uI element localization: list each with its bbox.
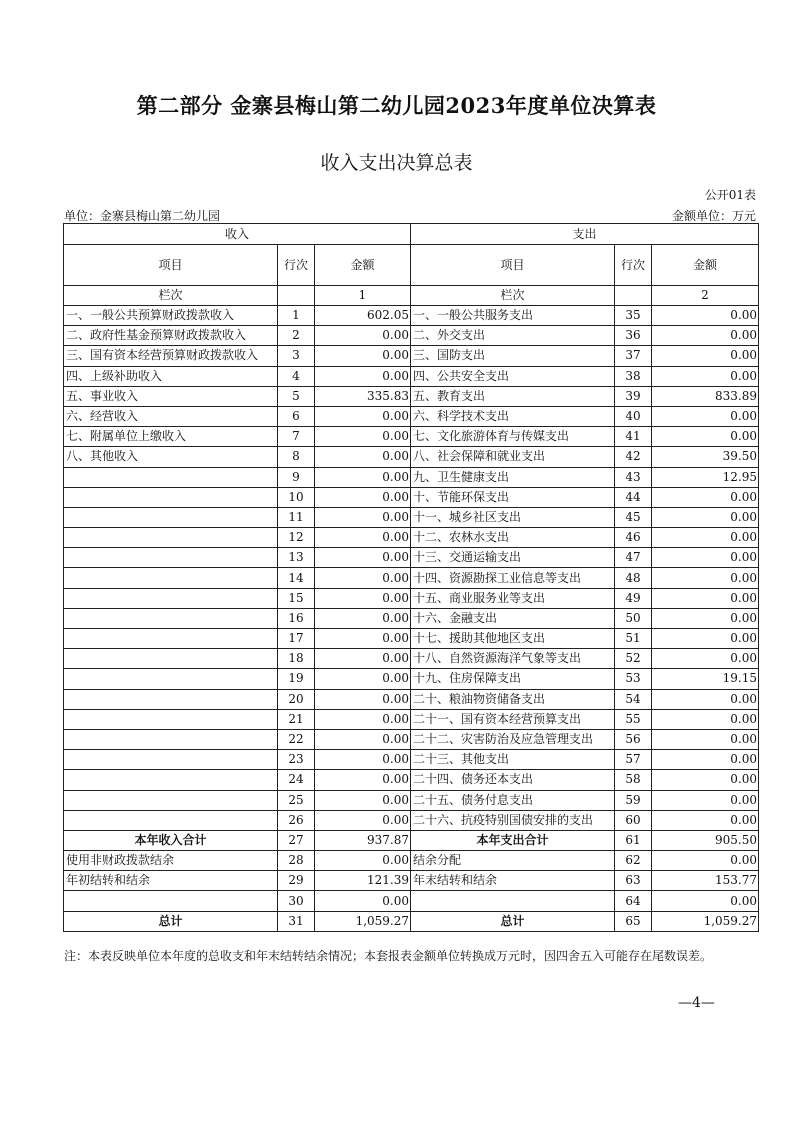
table-row [64,306,759,326]
income-rowno-cell: 7 [278,427,315,447]
expense-rowno-cell: 40 [615,406,652,426]
income-item-cell: 六、经营收入 [64,406,278,426]
expense-amount-cell: 0.00 [652,750,759,770]
income-item-cell [64,891,278,911]
income-rowno-cell: 3 [278,346,315,366]
expense-item-cell: 十九、住房保障支出 [411,669,615,689]
income-rowno-cell: 18 [278,649,315,669]
expense-item-cell: 总计 [411,911,615,931]
expense-rowno-cell: 57 [615,750,652,770]
income-item-cell: 三、国有资本经营预算财政拨款收入 [64,346,278,366]
income-item-cell [64,528,278,548]
expense-item-cell: 二十一、国有资本经营预算支出 [411,709,615,729]
income-rowno-cell: 27 [278,830,315,850]
expense-rowno-cell: 62 [615,851,652,871]
income-rowno-cell: 28 [278,851,315,871]
income-item-cell: 年初结转和结余 [64,871,278,891]
expense-rowno-header: 行次 [615,245,652,286]
income-amount-cell: 937.87 [315,830,411,850]
expense-amount-cell: 0.00 [652,729,759,749]
income-amount-cell: 0.00 [315,689,411,709]
income-item-cell [64,548,278,568]
expense-item-cell: 十六、金融支出 [411,608,615,628]
expense-item-cell: 十七、援助其他地区支出 [411,629,615,649]
income-rowno-cell: 14 [278,568,315,588]
expense-rowno-cell: 47 [615,548,652,568]
expense-amount-cell: 39.50 [652,447,759,467]
income-amount-cell: 0.00 [315,629,411,649]
income-item-cell: 本年收入合计 [64,830,278,850]
income-item-cell [64,588,278,608]
expense-amount-cell: 0.00 [652,608,759,628]
page-number: —4— [678,995,715,1011]
expense-item-cell: 二十五、债务付息支出 [411,790,615,810]
income-rowno-cell: 29 [278,871,315,891]
table-row [64,891,759,911]
income-amount-cell: 0.00 [315,770,411,790]
income-rowno-cell: 13 [278,548,315,568]
table-row [64,851,759,871]
income-rowno-cell: 16 [278,608,315,628]
expense-item-cell: 四、公共安全支出 [411,366,615,386]
expense-amount-cell: 0.00 [652,326,759,346]
expense-rowno-cell: 46 [615,528,652,548]
footnote: 注：本表反映单位本年度的总收支和年末结转结余情况；本套报表金额单位转换成万元时，因四舍五入可能存在尾数误差。 [64,949,713,963]
income-rowno-cell: 8 [278,447,315,467]
income-rowno-cell: 6 [278,406,315,426]
income-item-cell [64,689,278,709]
income-amount-cell: 0.00 [315,467,411,487]
income-rowno-cell: 25 [278,790,315,810]
income-amount-cell: 0.00 [315,406,411,426]
income-item-cell [64,487,278,507]
table-row [64,326,759,346]
expense-rowno-cell: 45 [615,507,652,527]
expense-amount-cell: 0.00 [652,306,759,326]
income-item-header: 项目 [64,245,278,286]
expense-amount-cell: 0.00 [652,689,759,709]
expense-amount-cell: 0.00 [652,406,759,426]
income-rowno-cell: 26 [278,810,315,830]
reporting-unit: 单位：金寨县梅山第二幼儿园 [64,209,221,223]
table-row [64,770,759,790]
expense-item-cell: 六、科学技术支出 [411,406,615,426]
expense-amount-cell: 19.15 [652,669,759,689]
income-amount-cell: 0.00 [315,709,411,729]
expense-item-cell: 十、节能环保支出 [411,487,615,507]
income-item-cell [64,467,278,487]
expense-item-cell: 八、社会保障和就业支出 [411,447,615,467]
expense-amount-cell: 12.95 [652,467,759,487]
income-amount-cell: 0.00 [315,810,411,830]
expense-rowno-cell: 36 [615,326,652,346]
table-row [64,830,759,850]
expense-rowno-cell: 56 [615,729,652,749]
expense-amount-cell: 1,059.27 [652,911,759,931]
expense-rowno-cell: 53 [615,669,652,689]
expense-rowno-cell: 39 [615,386,652,406]
expense-rowno-cell: 55 [615,709,652,729]
expense-rowno-cell: 44 [615,487,652,507]
expense-item-cell: 年末结转和结余 [411,871,615,891]
money-unit: 金额单位：万元 [671,209,756,223]
income-item-cell [64,709,278,729]
income-item-cell: 八、其他收入 [64,447,278,467]
expense-item-cell: 九、卫生健康支出 [411,467,615,487]
income-item-cell: 四、上级补助收入 [64,366,278,386]
expense-rowno-cell: 52 [615,649,652,669]
expense-amount-cell: 0.00 [652,790,759,810]
expense-item-cell: 十八、自然资源海洋气象等支出 [411,649,615,669]
expense-amount-cell: 0.00 [652,629,759,649]
table-row [64,346,759,366]
income-amount-cell: 0.00 [315,851,411,871]
expense-amount-cell: 0.00 [652,548,759,568]
income-col-number: 1 [315,286,411,306]
expense-item-cell: 十一、城乡社区支出 [411,507,615,527]
income-rowno-cell: 17 [278,629,315,649]
income-item-cell [64,649,278,669]
income-item-cell: 总计 [64,911,278,931]
income-amount-cell: 0.00 [315,608,411,628]
expense-rowno-cell: 58 [615,770,652,790]
table-row [64,447,759,467]
income-amount-cell: 0.00 [315,346,411,366]
table-row [64,608,759,628]
table-row [64,487,759,507]
income-item-cell [64,629,278,649]
table-row [64,629,759,649]
expense-amount-cell: 0.00 [652,810,759,830]
expense-rowno-cell: 38 [615,366,652,386]
expense-item-cell: 二十二、灾害防治及应急管理支出 [411,729,615,749]
table-row [64,911,759,931]
expense-amount-header: 金额 [652,245,759,286]
expense-rowno-cell: 61 [615,830,652,850]
table-row [64,568,759,588]
expense-rowno-cell: 42 [615,447,652,467]
income-item-cell [64,729,278,749]
income-item-cell [64,669,278,689]
expense-item-cell: 十三、交通运输支出 [411,548,615,568]
expense-rowno-cell: 49 [615,588,652,608]
expense-rowno-cell: 64 [615,891,652,911]
table-row [64,467,759,487]
income-amount-cell: 0.00 [315,750,411,770]
expense-rowno-cell: 48 [615,568,652,588]
expense-amount-cell: 905.50 [652,830,759,850]
table-row [64,386,759,406]
income-amount-cell: 0.00 [315,447,411,467]
expense-rowno-cell: 54 [615,689,652,709]
expense-amount-cell: 0.00 [652,427,759,447]
expense-amount-cell: 0.00 [652,366,759,386]
table-row [64,810,759,830]
table-row [64,507,759,527]
expense-amount-cell: 0.00 [652,487,759,507]
expense-item-cell: 十五、商业服务业等支出 [411,588,615,608]
expense-item-cell: 十二、农林水支出 [411,528,615,548]
expense-amount-cell: 0.00 [652,770,759,790]
income-amount-cell: 0.00 [315,326,411,346]
table-row [64,528,759,548]
table-row [64,588,759,608]
expense-amount-cell: 833.89 [652,386,759,406]
expense-amount-cell: 153.77 [652,871,759,891]
income-amount-cell: 0.00 [315,528,411,548]
table-row [64,689,759,709]
expense-rowno-cell: 37 [615,346,652,366]
income-rowno-cell: 1 [278,306,315,326]
expense-col-blank [615,286,652,306]
table-row [64,548,759,568]
income-item-cell [64,790,278,810]
income-amount-cell: 0.00 [315,669,411,689]
income-expense-table [63,223,759,932]
expense-item-cell: 五、教育支出 [411,386,615,406]
expense-rowno-cell: 60 [615,810,652,830]
expense-item-cell: 二、外交支出 [411,326,615,346]
expense-rowno-cell: 41 [615,427,652,447]
income-rowno-cell: 12 [278,528,315,548]
income-amount-cell: 0.00 [315,507,411,527]
income-amount-cell: 0.00 [315,649,411,669]
expense-amount-cell: 0.00 [652,709,759,729]
expense-amount-cell: 0.00 [652,891,759,911]
income-item-cell: 七、附属单位上缴收入 [64,427,278,447]
expense-rowno-cell: 43 [615,467,652,487]
expense-col-number: 2 [652,286,759,306]
form-code: 公开01表 [704,188,756,202]
page-title: 第二部分 金寨县梅山第二幼儿园2023年度单位决算表 [136,93,657,118]
expense-col-label: 栏次 [411,286,615,306]
income-rowno-cell: 31 [278,911,315,931]
income-item-cell [64,507,278,527]
income-item-cell [64,750,278,770]
income-item-cell [64,568,278,588]
income-amount-cell: 335.83 [315,386,411,406]
income-item-cell: 一、一般公共预算财政拨款收入 [64,306,278,326]
income-amount-cell: 0.00 [315,588,411,608]
table-row [64,366,759,386]
expense-item-cell: 七、文化旅游体育与传媒支出 [411,427,615,447]
expense-item-cell: 二十三、其他支出 [411,750,615,770]
income-rowno-header: 行次 [278,245,315,286]
income-amount-cell: 0.00 [315,548,411,568]
income-rowno-cell: 19 [278,669,315,689]
table-row [64,729,759,749]
income-amount-cell: 0.00 [315,427,411,447]
table-row [64,427,759,447]
income-rowno-cell: 4 [278,366,315,386]
income-amount-cell: 0.00 [315,366,411,386]
table-row [64,790,759,810]
income-amount-cell: 602.05 [315,306,411,326]
income-rowno-cell: 24 [278,770,315,790]
income-amount-cell: 0.00 [315,891,411,911]
income-amount-cell: 0.00 [315,729,411,749]
expense-rowno-cell: 51 [615,629,652,649]
expense-item-cell: 二十、粮油物资储备支出 [411,689,615,709]
expense-item-cell: 本年支出合计 [411,830,615,850]
expense-rowno-cell: 63 [615,871,652,891]
expense-rowno-cell: 65 [615,911,652,931]
expense-item-cell [411,891,615,911]
expense-rowno-cell: 35 [615,306,652,326]
expense-amount-cell: 0.00 [652,851,759,871]
income-rowno-cell: 30 [278,891,315,911]
income-col-blank [278,286,315,306]
income-amount-header: 金额 [315,245,411,286]
expense-rowno-cell: 59 [615,790,652,810]
table-row [64,871,759,891]
income-rowno-cell: 11 [278,507,315,527]
income-item-cell: 使用非财政拨款结余 [64,851,278,871]
income-amount-cell: 1,059.27 [315,911,411,931]
expense-item-cell: 二十四、债务还本支出 [411,770,615,790]
table-row [64,750,759,770]
income-rowno-cell: 10 [278,487,315,507]
expense-item-cell: 结余分配 [411,851,615,871]
income-item-cell [64,770,278,790]
income-item-cell: 五、事业收入 [64,386,278,406]
income-item-cell [64,608,278,628]
expense-amount-cell: 0.00 [652,507,759,527]
income-rowno-cell: 15 [278,588,315,608]
income-rowno-cell: 2 [278,326,315,346]
expense-item-header: 项目 [411,245,615,286]
income-item-cell: 二、政府性基金预算财政拨款收入 [64,326,278,346]
table-row [64,709,759,729]
income-rowno-cell: 9 [278,467,315,487]
table-row [64,649,759,669]
expense-item-cell: 三、国防支出 [411,346,615,366]
expense-amount-cell: 0.00 [652,649,759,669]
expense-amount-cell: 0.00 [652,588,759,608]
expense-item-cell: 二十六、抗疫特别国债安排的支出 [411,810,615,830]
expense-item-cell: 十四、资源勘探工业信息等支出 [411,568,615,588]
expense-amount-cell: 0.00 [652,346,759,366]
expense-header: 支出 [411,224,759,245]
income-amount-cell: 121.39 [315,871,411,891]
income-amount-cell: 0.00 [315,790,411,810]
income-amount-cell: 0.00 [315,487,411,507]
expense-amount-cell: 0.00 [652,568,759,588]
income-header: 收入 [64,224,411,245]
expense-rowno-cell: 50 [615,608,652,628]
income-rowno-cell: 21 [278,709,315,729]
income-col-label: 栏次 [64,286,278,306]
income-rowno-cell: 22 [278,729,315,749]
income-rowno-cell: 20 [278,689,315,709]
table-row [64,669,759,689]
expense-amount-cell: 0.00 [652,528,759,548]
income-rowno-cell: 23 [278,750,315,770]
table-row [64,406,759,426]
income-amount-cell: 0.00 [315,568,411,588]
income-rowno-cell: 5 [278,386,315,406]
income-item-cell [64,810,278,830]
expense-item-cell: 一、一般公共服务支出 [411,306,615,326]
table-subtitle: 收入支出决算总表 [320,152,473,174]
